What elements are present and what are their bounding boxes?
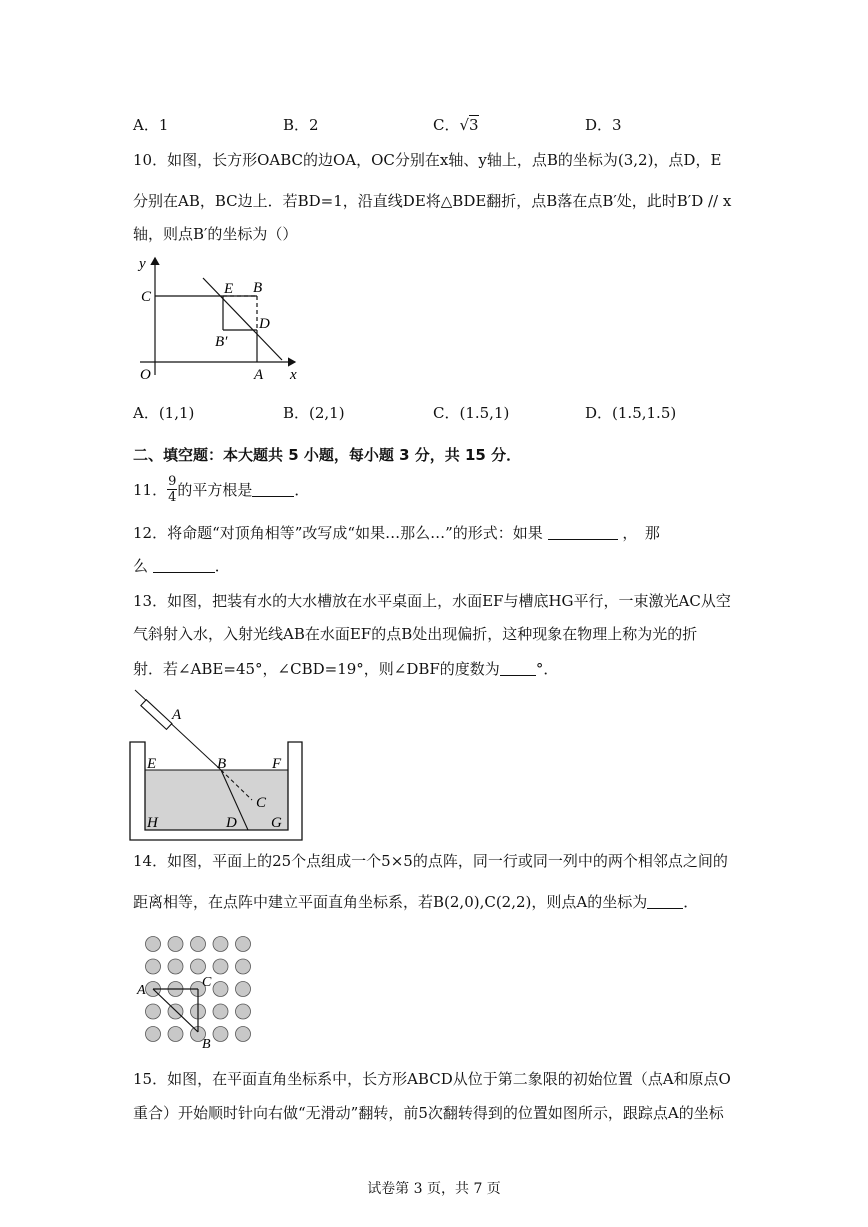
q10-option-b: B．(2,1): [283, 404, 345, 422]
lattice-dot: [146, 1004, 161, 1019]
q15-line1: 15．如图，在平面直角坐标系中，长方形ABCD从位于第二象限的初始位置（点A和原点O: [133, 1070, 731, 1088]
label-B-prime: B′: [215, 334, 228, 350]
q12-line2: [133, 558, 230, 574]
water-region: [145, 770, 290, 830]
q9-option-c-label: C．: [433, 116, 460, 134]
label-B: B: [217, 756, 227, 772]
label-C: C: [256, 795, 267, 811]
lattice-dot: [213, 982, 228, 997]
q12-text-d: ．: [214, 557, 230, 575]
q10-line2: 分别在AB，BC边上．若BD=1，沿直线DE将△BDE翻折，点B落在点B′处，此时B′D // x: [133, 192, 732, 210]
q12-blank-1: [548, 525, 618, 540]
q12-text-b: ， 那: [622, 524, 660, 542]
q9-option-c-radicand: 3: [469, 116, 479, 134]
q12-text-a: 12．将命题“对顶角相等”改写成“如果…那么…”的形式：如果: [133, 524, 543, 542]
lattice-dot: [236, 982, 251, 997]
q10-line3: 轴，则点B′的坐标为（）: [133, 225, 298, 243]
q11-fraction: [167, 474, 177, 505]
lattice-dot: [168, 959, 183, 974]
label-A: A: [254, 367, 264, 383]
q14-dot-grid: [134, 930, 259, 1055]
lattice-dot: [236, 937, 251, 952]
q11-end: ．: [294, 481, 310, 499]
q13-line1: 13．如图，把装有水的大水槽放在水平桌面上，水面EF与槽底HG平行，一束激光AC从空: [133, 592, 731, 610]
label-O: O: [140, 367, 151, 383]
q14-text-a: 距离相等，在点阵中建立平面直角坐标系，若B(2,0),C(2,2)，则点A的坐标为: [133, 893, 648, 911]
q13-text-a: 射．若∠ABE=45°，∠CBD=19°，则∠DBF的度数为: [133, 660, 500, 678]
lattice-dot: [236, 959, 251, 974]
lattice-dot: [213, 959, 228, 974]
label-D: D: [226, 815, 237, 831]
label-C: C: [141, 289, 152, 305]
lattice-dot: [236, 1027, 251, 1042]
fraction-numerator: 9: [168, 474, 177, 489]
q12-line1: [133, 525, 660, 541]
q14-answer-blank: [647, 894, 683, 909]
label-B: B: [253, 280, 263, 296]
q9-option-c: [433, 114, 479, 135]
q10-option-a: A．(1,1): [133, 404, 195, 422]
label-G: G: [271, 815, 282, 831]
label-F: F: [272, 756, 282, 772]
q13-line2: 气斜射入水，入射光线AB在水面EF的点B处出现偏折，这种现象在物理上称为光的折: [133, 625, 698, 643]
sqrt-symbol: √: [459, 116, 470, 134]
label-A: A: [137, 983, 146, 998]
lattice-dot: [146, 1027, 161, 1042]
label-B: B: [202, 1037, 211, 1052]
q14-text-b: ．: [683, 893, 699, 911]
q12-text-c: 么: [133, 557, 149, 575]
lattice-dot: [146, 937, 161, 952]
q15-line2: 重合）开始顺时针向右做“无滑动”翻转，前5次翻转得到的位置如图所示，跟踪点A的坐标: [133, 1104, 724, 1122]
q14-line2: [133, 894, 698, 910]
laser-pen: [141, 700, 172, 730]
label-x: x: [290, 367, 297, 383]
q10-figure: [135, 250, 310, 390]
lattice-dot: [213, 1004, 228, 1019]
q13-answer-blank: [500, 661, 536, 676]
label-C: C: [202, 975, 212, 990]
label-H: H: [147, 815, 158, 831]
lattice-dot: [213, 1027, 228, 1042]
label-y: y: [139, 256, 146, 272]
page-footer: 试卷第 3 页，共 7 页: [367, 1181, 501, 1197]
lattice-dot: [191, 959, 206, 974]
q11-number: 11．: [133, 481, 168, 499]
fraction-denominator: 4: [168, 490, 177, 505]
q13-text-b: °．: [535, 660, 559, 678]
q10-option-d: D．(1.5,1.5): [585, 404, 677, 422]
lattice-dot: [146, 959, 161, 974]
label-E: E: [147, 756, 157, 772]
q9-option-a: A．1: [133, 116, 169, 134]
q14-line1: 14．如图，平面上的25个点组成一个5×5的点阵，同一行或同一列中的两个相邻点之间的: [133, 852, 728, 870]
section-2-heading: 二、填空题：本大题共 5 小题，每小题 3 分，共 15 分．: [133, 446, 522, 464]
q11: [133, 474, 309, 505]
q13-figure: [125, 685, 310, 845]
lattice-dot: [168, 937, 183, 952]
label-D: D: [259, 316, 270, 332]
q9-option-b: B．2: [283, 116, 319, 134]
q13-line3: [133, 661, 558, 677]
q9-option-d: D．3: [585, 116, 622, 134]
lattice-dot: [191, 937, 206, 952]
q10-line1: 10．如图，长方形OABC的边OA，OC分别在x轴、y轴上，点B的坐标为(3,2)，点D，E: [133, 151, 722, 169]
lattice-dot: [168, 1027, 183, 1042]
lattice-dot: [236, 1004, 251, 1019]
q11-text: 的平方根是: [177, 481, 253, 499]
q12-blank-2: [153, 558, 215, 573]
label-A: A: [172, 707, 182, 723]
lattice-dot: [213, 937, 228, 952]
q10-option-c: C．(1.5,1): [433, 404, 510, 422]
label-E: E: [224, 281, 234, 297]
q11-answer-blank: [252, 482, 294, 497]
